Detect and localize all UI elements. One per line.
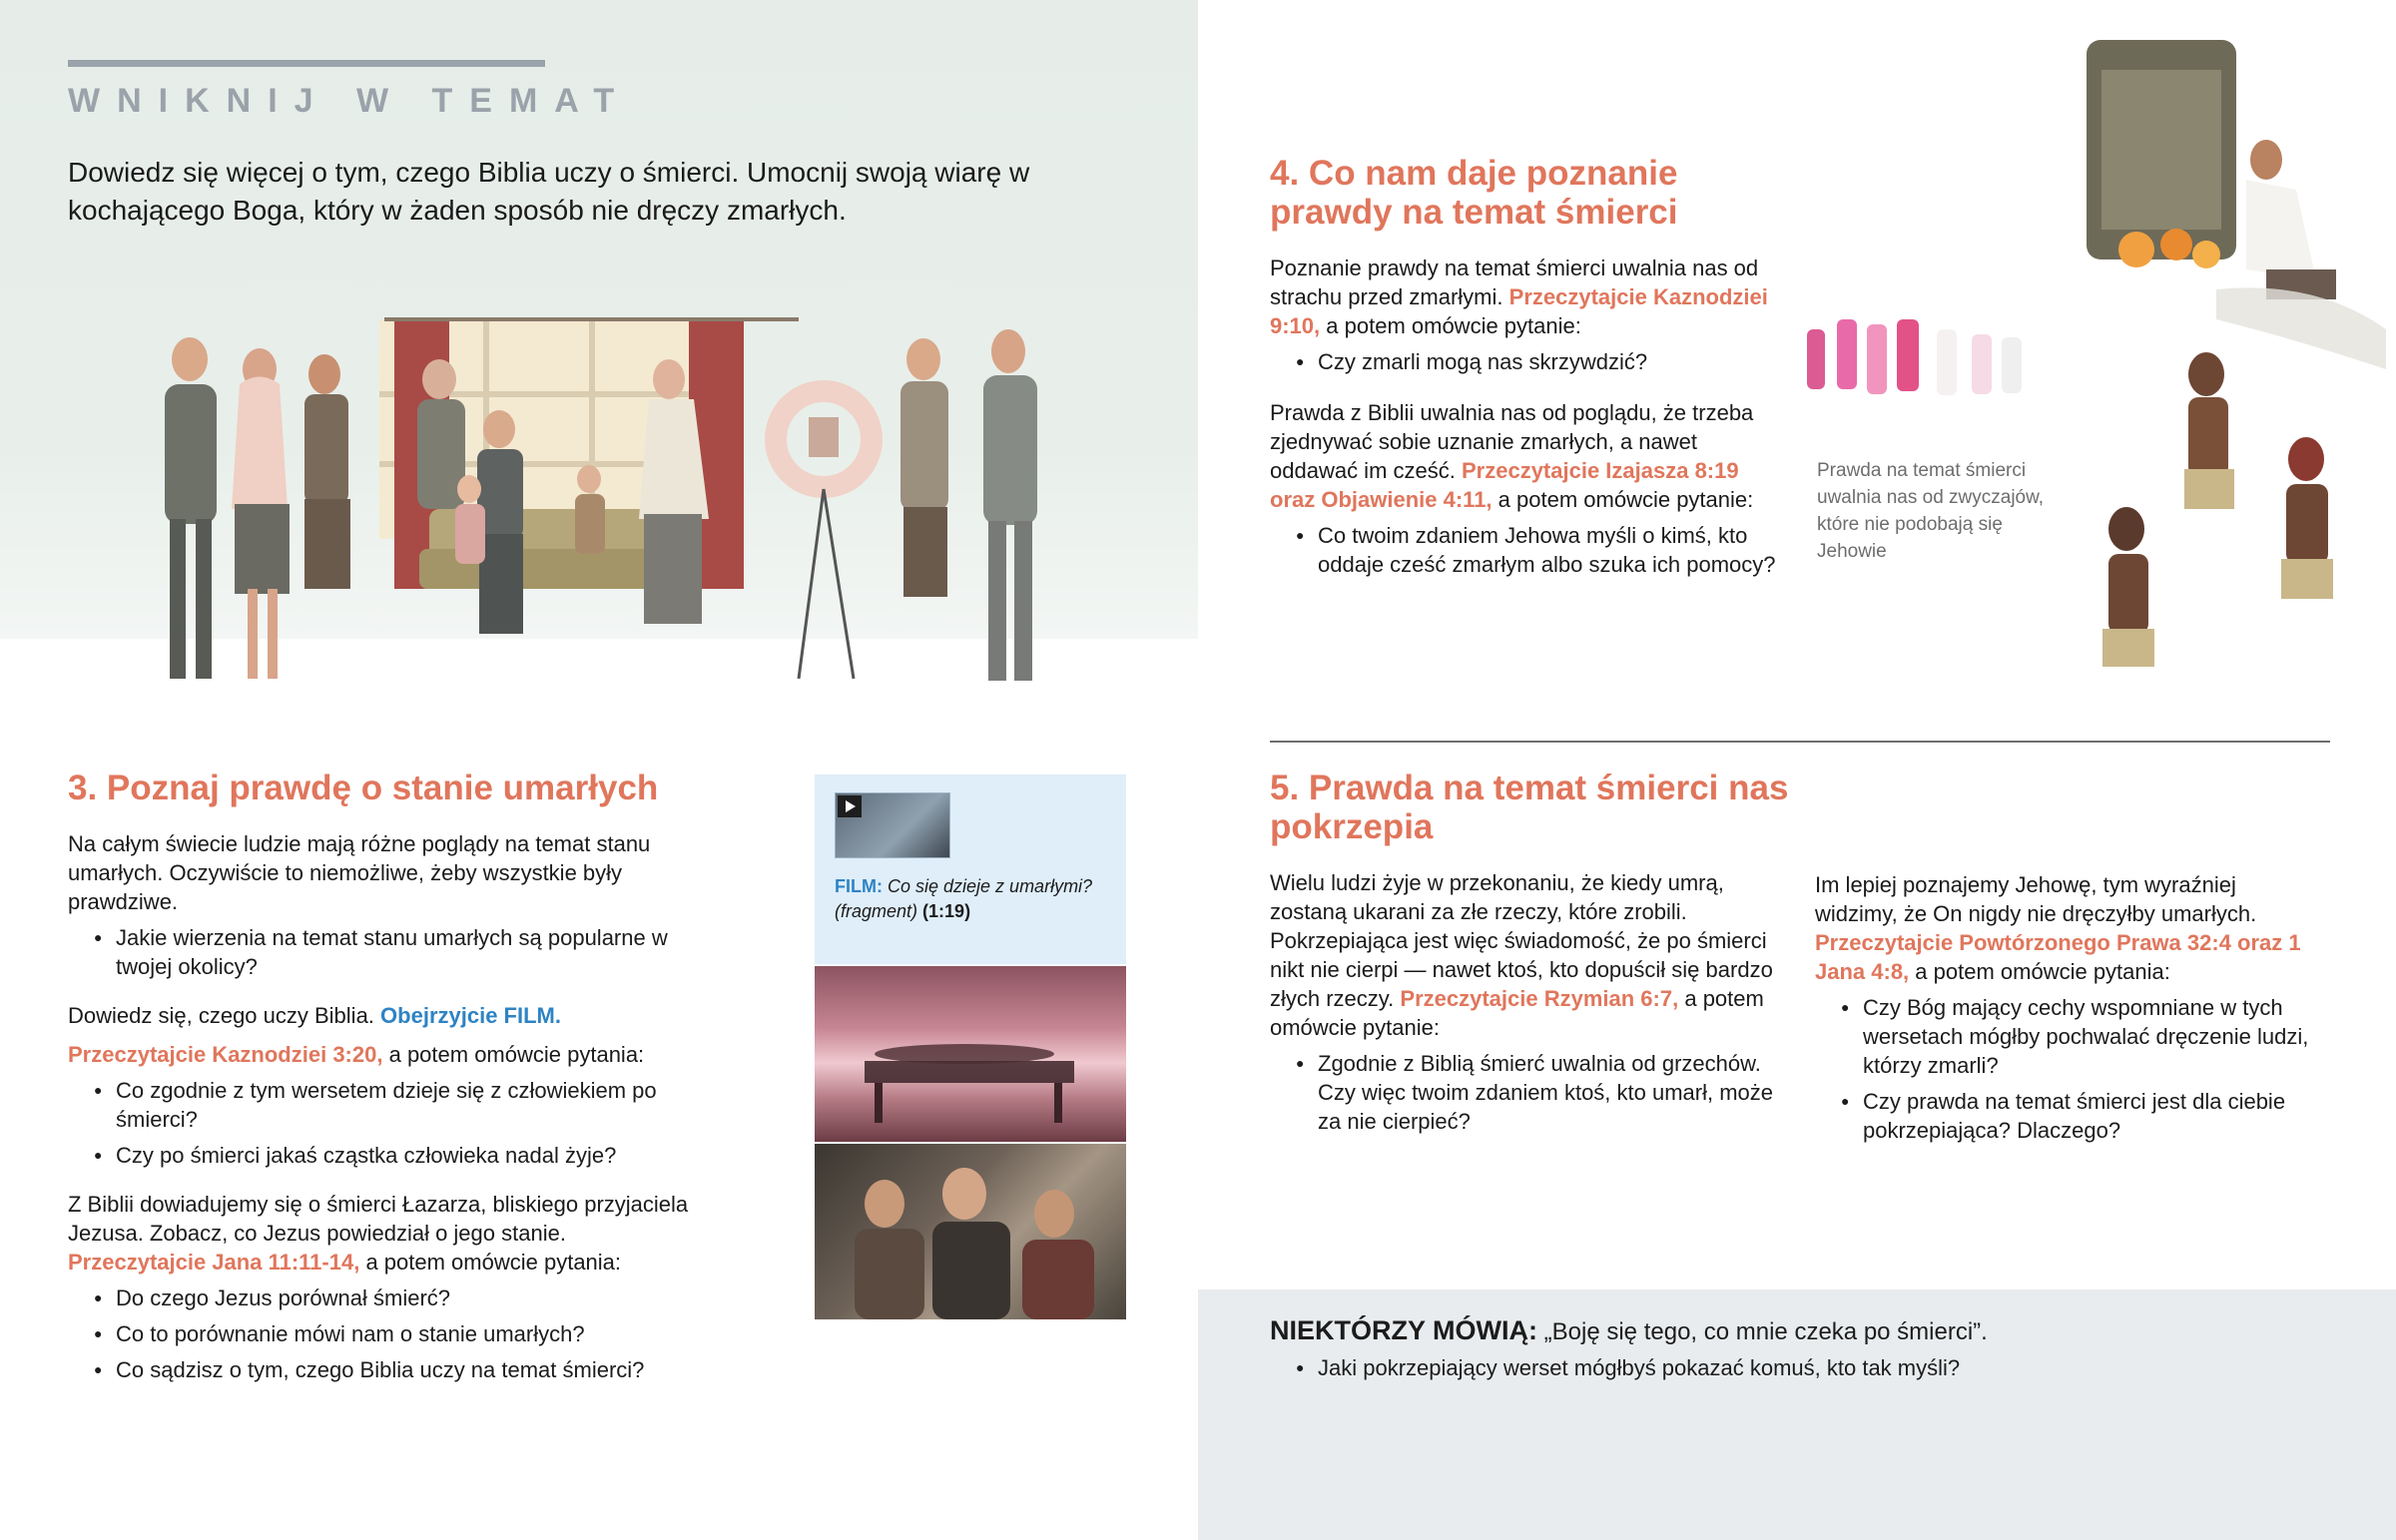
section-5-paragraph-2-after: a potem omówcie pytania:	[1915, 959, 2170, 984]
section-4	[1270, 154, 1789, 579]
scripture-reference-link[interactable]: Przeczytajcie Kaznodziei 3:20,	[68, 1042, 383, 1067]
section-3	[68, 769, 707, 1384]
section-3-questions-3	[68, 1283, 707, 1384]
scripture-reference-link[interactable]: Przeczytajcie Izajasza 8:19 oraz Objawienie 4:11,	[1270, 458, 1739, 512]
customs-image-caption: Prawda na temat śmierci uwalnia nas od zwyczajów, które nie podobają się Jehowie	[1817, 460, 2045, 562]
section-5-questions-1	[1270, 1049, 1789, 1136]
scripture-reference-link[interactable]: Przeczytajcie Kaznodziei 9:10,	[1270, 284, 1768, 338]
film-still-grieving-people	[815, 1144, 1126, 1319]
some-say-quote: „Boję się tego, co mnie czeka po śmierci”.	[1543, 1318, 1988, 1345]
film-still-hospital-bed	[815, 966, 1126, 1142]
section-5-paragraph-2-text: Im lepiej poznajemy Jehowę, tym wyraźniej widzimy, że On nigdy nie dręczyłby umarłych.	[1815, 872, 2257, 926]
list-item: ● Czy zmarli mogą nas skrzywdzić?	[1270, 347, 1789, 376]
section-4-paragraph-1	[1270, 254, 1789, 340]
some-say-questions	[1270, 1353, 2328, 1382]
film-duration: (1:19)	[922, 901, 971, 921]
list-item: ● Do czego Jezus porównał śmierć?	[68, 1283, 707, 1312]
customs-illustration	[1797, 30, 2386, 689]
section-5-questions-2	[1815, 993, 2314, 1145]
section-3-paragraph-4	[68, 1190, 707, 1277]
section-5-column-2	[1815, 870, 2314, 1145]
section-4-questions-2	[1270, 521, 1789, 579]
list-item: ● Jakie wierzenia na temat stanu umarłych są popularne w twojej okolicy?	[68, 923, 707, 981]
play-icon[interactable]	[838, 795, 862, 817]
list-item: ● Czy Bóg mający cechy wspomniane w tych wersetach mógłby pochwalać dręczenie ludzi, którzy zmarli?	[1815, 993, 2314, 1080]
list-item: ● Co sądzisz o tym, czego Biblia uczy na temat śmierci?	[68, 1355, 707, 1384]
section-5-paragraph-1-after: a potem omówcie pytanie:	[1270, 986, 1764, 1040]
intro-rule	[68, 60, 545, 67]
list-item: ● Czy po śmierci jakaś cząstka człowieka nadal żyje?	[68, 1141, 707, 1170]
section-4-paragraph-1-after: a potem omówcie pytanie:	[1326, 313, 1581, 338]
list-item: ● Co twoim zdaniem Jehowa myśli o kimś, kto oddaje cześć zmarłym albo szuka ich pomocy?	[1270, 521, 1789, 579]
section-3-title: 3. Poznaj prawdę o stanie umarłych	[68, 769, 659, 807]
section-3-paragraph-2-text: Dowiedz się, czego uczy Biblia.	[68, 1003, 374, 1028]
list-item: ● Co zgodnie z tym wersetem dzieje się z człowiekiem po śmierci?	[68, 1076, 707, 1134]
list-item: ● Czy prawda na temat śmierci jest dla ciebie pokrzepiająca? Dlaczego?	[1815, 1087, 2314, 1145]
funeral-illustration	[110, 299, 1088, 709]
section-3-paragraph-2	[68, 1001, 707, 1030]
section-4-paragraph-1-text: Poznanie prawdy na temat śmierci uwalnia nas od strachu przed zmarłymi.	[1270, 256, 1759, 309]
section-4-title: 4. Co nam daje poznanie prawdy na temat śmierci	[1270, 154, 1678, 232]
section-5-paragraph-2	[1815, 870, 2314, 986]
some-say-box	[1270, 1315, 2328, 1382]
section-5-paragraph-1-text: Wielu ludzi żyje w przekonaniu, że kiedy umrą, zostaną ukarani za złe rzeczy, które zrobili. Pokrzepiająca jest więc świadomość, że po śmierci nikt nie cierpi — nawet ktoś, kto dopuścił się bardzo złych rzeczy.	[1270, 870, 1773, 1011]
film-thumbnail[interactable]	[835, 792, 950, 858]
film-label: FILM:	[835, 876, 883, 896]
list-item: ● Co to porównanie mówi nam o stanie umarłych?	[68, 1319, 707, 1348]
section-3-questions-1	[68, 923, 707, 981]
list-item: ● Jaki pokrzepiający werset mógłbyś pokazać komuś, kto tak myśli?	[1270, 1353, 2328, 1382]
film-caption	[835, 874, 1124, 924]
section-4-questions-1	[1270, 347, 1789, 376]
list-item: ● Zgodnie z Biblią śmierć uwalnia od grzechów. Czy więc twoim zdaniem ktoś, kto umarł, może za nie cierpieć?	[1270, 1049, 1789, 1136]
watch-film-link[interactable]: Obejrzyjcie FILM.	[380, 1003, 561, 1028]
scripture-reference-link[interactable]: Przeczytajcie Rzymian 6:7,	[1400, 986, 1679, 1011]
section-3-paragraph-4-text: Z Biblii dowiadujemy się o śmierci Łazarza, bliskiego przyjaciela Jezusa. Zobacz, co Jezus powiedział o jego stanie.	[68, 1192, 689, 1246]
intro-text: Dowiedz się więcej o tym, czego Biblia uczy o śmierci. Umocnij swoją wiarę w kochającego Boga, który w żaden sposób nie dręczy zmarłych.	[68, 157, 1030, 226]
section-5	[1270, 769, 1789, 1136]
section-4-paragraph-2-text: Prawda z Biblii uwalnia nas od poglądu, że trzeba zjednywać sobie uznanie zmarłych, a nawet oddawać im cześć.	[1270, 400, 1754, 483]
scripture-reference-link[interactable]: Przeczytajcie Powtórzonego Prawa 32:4 oraz 1 Jana 4:8,	[1815, 930, 2301, 984]
film-title: Co się dzieje z umarłymi? (fragment)	[835, 876, 1093, 921]
section-3-questions-2	[68, 1076, 707, 1170]
section-5-paragraph-1	[1270, 868, 1789, 1042]
section-3-paragraph-4-after: a potem omówcie pytania:	[365, 1250, 622, 1275]
section-3-paragraph-1: Na całym świecie ludzie mają różne poglądy na temat stanu umarłych. Oczywiście to niemożliwe, żeby wszystkie były prawdziwe.	[68, 831, 651, 914]
section-3-paragraph-3-text: a potem omówcie pytania:	[388, 1042, 645, 1067]
section-4-paragraph-2	[1270, 398, 1789, 514]
some-say-label: NIEKTÓRZY MÓWIĄ:	[1270, 1315, 1537, 1345]
intro-label: WNIKNIJ W TEMAT	[68, 82, 632, 120]
section-5-title: 5. Prawda na temat śmierci nas pokrzepia	[1270, 769, 1789, 846]
section-3-paragraph-3	[68, 1040, 707, 1069]
scripture-reference-link[interactable]: Przeczytajcie Jana 11:11-14,	[68, 1250, 360, 1275]
section-4-paragraph-2-after: a potem omówcie pytanie:	[1498, 487, 1754, 512]
section-divider	[1270, 741, 2330, 743]
some-say-line	[1270, 1315, 2328, 1346]
film-box[interactable]	[815, 774, 1126, 964]
